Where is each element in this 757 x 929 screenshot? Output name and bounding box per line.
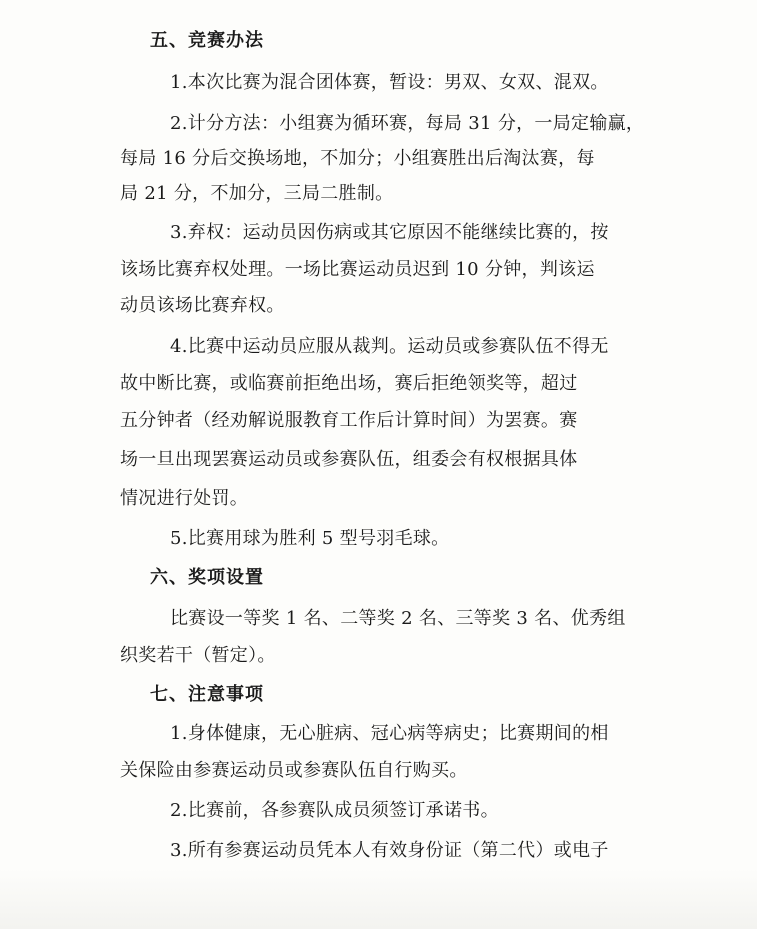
awards-line-2: 织奖若干（暂定）。 <box>120 645 276 666</box>
rule-4-line-2: 故中断比赛，或临赛前拒绝出场，赛后拒绝领奖等，超过 <box>120 373 578 394</box>
section-heading-competition-rules: 五、竞赛办法 <box>150 30 264 51</box>
awards-line-1: 比赛设一等奖 1 名、二等奖 2 名、三等奖 3 名、优秀组 <box>170 608 626 629</box>
notice-1-line-1: 1.身体健康，无心脏病、冠心病等病史；比赛期间的相 <box>170 723 609 744</box>
section-heading-awards: 六、奖项设置 <box>150 567 264 588</box>
scan-bottom-shadow <box>0 869 757 929</box>
rule-3-line-3: 动员该场比赛弃权。 <box>120 295 285 316</box>
notice-2-line-1: 2.比赛前，各参赛队成员须签订承诺书。 <box>170 800 499 821</box>
notice-1-line-2: 关保险由参赛运动员或参赛队伍自行购买。 <box>120 760 468 781</box>
section-heading-notices: 七、注意事项 <box>150 684 264 705</box>
rule-4-line-5: 情况进行处罚。 <box>120 488 249 509</box>
rule-3-line-1: 3.弃权：运动员因伤病或其它原因不能继续比赛的，按 <box>170 222 609 243</box>
rule-5-line-1: 5.比赛用球为胜利 5 型号羽毛球。 <box>170 528 450 549</box>
rule-1-line-1: 1.本次比赛为混合团体赛，暂设：男双、女双、混双。 <box>170 72 609 93</box>
rule-4-line-1: 4.比赛中运动员应服从裁判。运动员或参赛队伍不得无 <box>170 336 609 357</box>
rule-4-line-4: 场一旦出现罢赛运动员或参赛队伍，组委会有权根据具体 <box>120 449 578 470</box>
rule-3-line-2: 该场比赛弃权处理。一场比赛运动员迟到 10 分钟，判该运 <box>120 259 595 280</box>
notice-3-line-1: 3.所有参赛运动员凭本人有效身份证（第二代）或电子 <box>170 840 609 861</box>
rule-2-line-2: 每局 16 分后交换场地，不加分；小组赛胜出后淘汰赛，每 <box>120 148 595 169</box>
rule-2-line-3: 局 21 分，不加分，三局二胜制。 <box>120 183 394 204</box>
rule-2-line-1: 2.计分方法：小组赛为循环赛，每局 31 分，一局定输赢， <box>170 113 645 134</box>
rule-4-line-3: 五分钟者（经劝解说服教育工作后计算时间）为罢赛。赛 <box>120 410 578 431</box>
